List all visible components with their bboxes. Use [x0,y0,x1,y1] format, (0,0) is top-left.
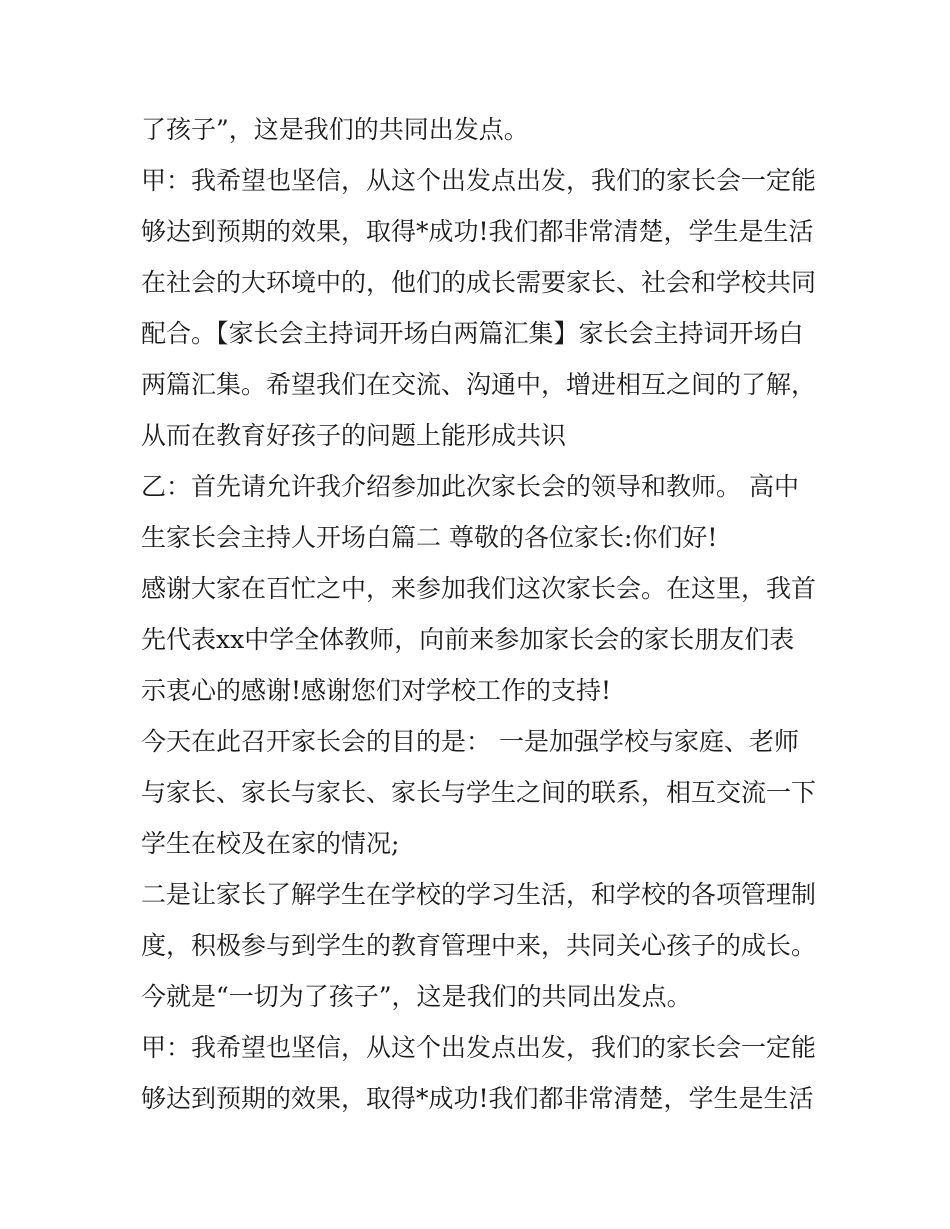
text-line: 与家长、家长与家长、家长与学生之间的联系，相互交流一下 [141,778,817,807]
text-line: 在社会的大环境中的，他们的成长需要家长、社会和学校共同 [141,268,817,297]
text-line: 两篇汇集。希望我们在交流、沟通中，增进相互之间的了解， [141,370,817,399]
text-line: 学生在校及在家的情况; [141,829,400,858]
text-line: 先代表xx中学全体教师，向前来参加家长会的家长朋友们表 [141,625,795,654]
text-line: 今就是“一切为了孩子”，这是我们的共同出发点。 [141,982,692,1011]
text-line: 从而在教育好孩子的问题上能形成共识 [141,421,567,450]
text-line: 生家长会主持人开场白篇二 尊敬的各位家长:你们好! [141,523,718,552]
text-line: 度，积极参与到学生的教育管理中来，共同关心孩子的成长。 [141,931,817,960]
text-line: 够达到预期的效果，取得*成功!我们都非常清楚，学生是生活 [141,217,814,246]
text-line: 配合。【家长会主持词开场白两篇汇集】家长会主持词开场白 [141,319,804,348]
text-line: 乙：首先请允许我介绍参加此次家长会的领导和教师。 高中 [141,472,799,501]
text-line: 了孩子”，这是我们的共同出发点。 [141,115,529,144]
document-body [141,104,821,1124]
text-line: 今天在此召开家长会的目的是： 一是加强学校与家庭、老师 [141,727,799,756]
text-line: 甲：我希望也坚信，从这个出发点出发，我们的家长会一定能 [141,1033,817,1062]
text-line: 示衷心的感谢!感谢您们对学校工作的支持! [141,676,612,705]
text-line: 感谢大家在百忙之中，来参加我们这次家长会。在这里，我首 [141,574,817,603]
text-line: 二是让家长了解学生在学校的学习生活，和学校的各项管理制 [141,880,817,909]
text-line: 甲：我希望也坚信，从这个出发点出发，我们的家长会一定能 [141,166,817,195]
text-line: 够达到预期的效果，取得*成功!我们都非常清楚，学生是生活 [141,1084,814,1113]
